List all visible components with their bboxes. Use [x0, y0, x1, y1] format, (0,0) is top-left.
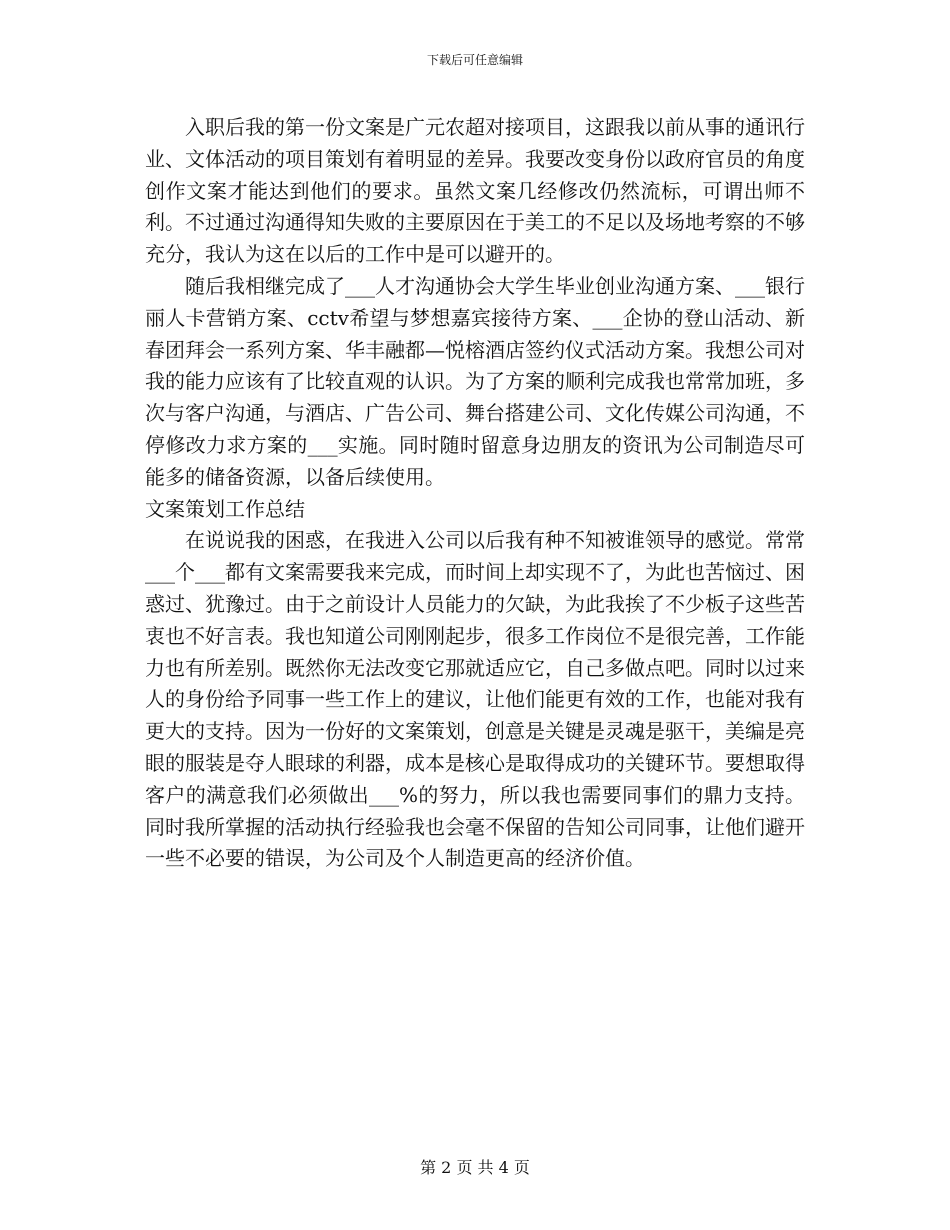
paragraph-first-copywriting: 入职后我的第一份文案是广元农超对接项目，这跟我以前从事的通讯行业、文体活动的项目策划有着明显的差异。我要改变身份以政府官员的角度创作文案才能达到他们的要求。虽然文案几经修改仍然流标，可谓出师不利。不过通过沟通得知失败的主要原因在于美工的不足以及场地考察的不够充分，我认为这在以后的工作中是可以避开的。 — [145, 115, 805, 267]
document-body — [145, 112, 805, 875]
page-header: 下载后可任意编辑 — [426, 53, 523, 67]
paragraph-confusion: 在说说我的困惑，在我进入公司以后我有种不知被谁领导的感觉。常常___个___都有文案需要我来完成，而时间上却实现不了，为此也苦恼过、困惑过、犹豫过。由于之前设计人员能力的欠缺，为此我挨了不少板子这些苦衷也不好言表。我也知道公司刚刚起步，很多工作岗位不是很完善，工作能力也有所差别。既然你无法改变它那就适应它，自己多做点吧。同时以过来人的身份给予同事一些工作上的建议，让他们能更有效的工作，也能对我有更大的支持。因为一份好的文案策划，创意是关键是灵魂是驱干，美编是亮眼的服装是夺人眼球的利器，成本是核心是取得成功的关键环节。要想取得客户的满意我们必须做出___%的努力，所以我也需要同事们的鼎力支持。同时我所掌握的活动执行经验我也会毫不保留的告知公司同事，让他们避开一些不必要的错误，为公司及个人制造更高的经济价值。 — [145, 528, 805, 871]
page-number: 第 2 页 共 4 页 — [420, 1158, 530, 1177]
section-heading: 文案策划工作总结 — [145, 496, 305, 521]
paragraph-completed-projects: 随后我相继完成了___人才沟通协会大学生毕业创业沟通方案、___银行丽人卡营销方案、cctv希望与梦想嘉宾接待方案、___企协的登山活动、新春团拜会一系列方案、华丰融都—悦榕酒店签约仪式活动方案。我想公司对我的能力应该有了比较直观的认识。为了方案的顺利完成我也常常加班，多次与客户沟通，与酒店、广告公司、舞台搭建公司、文化传媒公司沟通，不停修改力求方案的___实施。同时随时留意身边朋友的资讯为公司制造尽可能多的储备资源，以备后续使用。 — [145, 273, 805, 489]
